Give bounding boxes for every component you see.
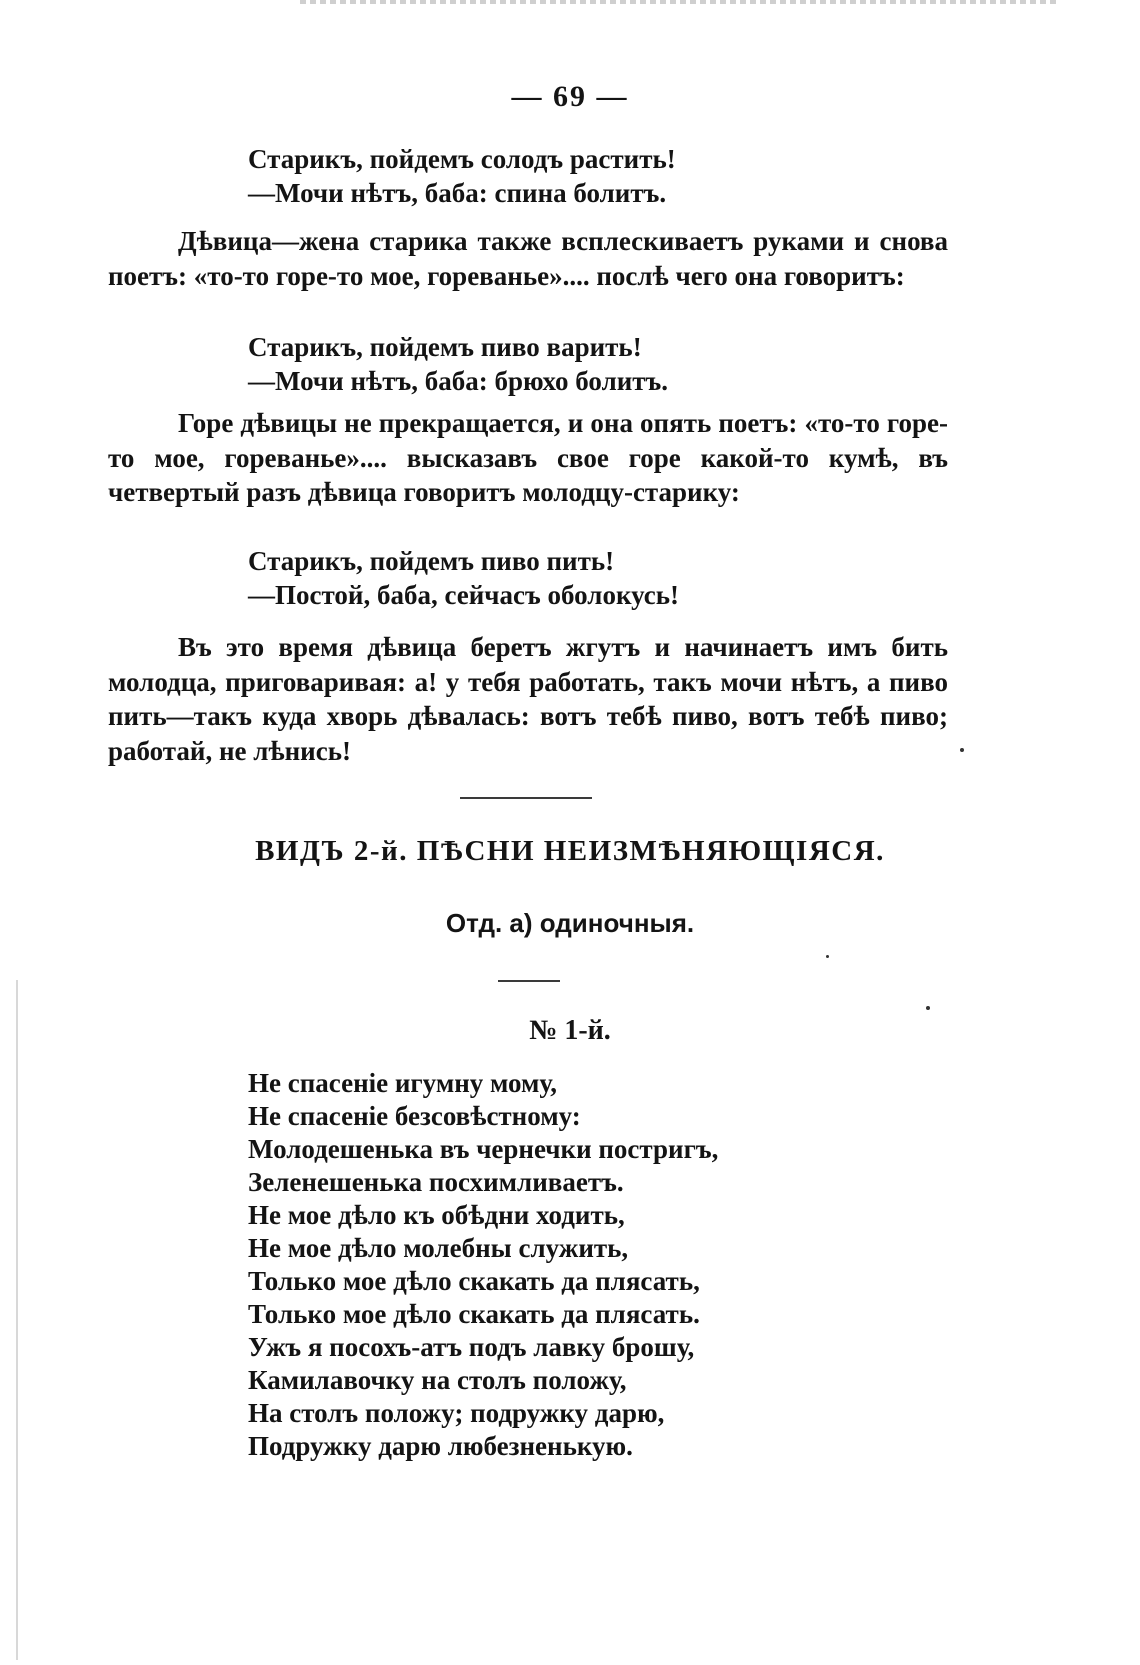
song-line: Подружку дарю любезненькую. bbox=[248, 1431, 633, 1461]
subsection-divider bbox=[498, 980, 560, 982]
song-line: Не мое дѣло къ обѣдни ходить, bbox=[248, 1200, 625, 1230]
subsection-title: Отд. а) одиночныя. bbox=[445, 908, 695, 938]
verse-line: —Мочи нѣтъ, баба: спина болитъ. bbox=[248, 178, 667, 208]
song-1-lyrics bbox=[248, 1067, 718, 1463]
page-number: — 69 — bbox=[511, 80, 629, 113]
verse-1 bbox=[248, 142, 676, 210]
verse-line: Старикъ, пойдемъ пиво варить! bbox=[248, 332, 642, 362]
verse-3 bbox=[248, 544, 679, 612]
song-line: Не спасеніе игумну мому, bbox=[248, 1068, 557, 1098]
verse-2 bbox=[248, 330, 668, 398]
song-line: Зеленешенька посхимливаетъ. bbox=[248, 1167, 624, 1197]
paragraph-1: Дѣвица—жена старика также всплескиваетъ руками и снова поетъ: «то-то горе-то мое, гореванье».... послѣ чего она говоритъ: bbox=[108, 226, 948, 291]
song-line: Только мое дѣло скакать да плясать. bbox=[248, 1299, 700, 1329]
section-title: ВИДЪ 2-й. ПѢСНИ НЕИЗМѢНЯЮЩІЯСЯ. bbox=[255, 835, 885, 867]
song-line: Только мое дѣло скакать да плясать, bbox=[248, 1266, 700, 1296]
verse-line: Старикъ, пойдемъ пиво пить! bbox=[248, 546, 615, 576]
song-line: Молодешенька въ чернечки постригъ, bbox=[248, 1134, 719, 1164]
verse-line: —Мочи нѣтъ, баба: брюхо болитъ. bbox=[248, 366, 669, 396]
scan-speck bbox=[960, 748, 964, 752]
section-divider bbox=[460, 797, 592, 799]
song-number: № 1-й. bbox=[529, 1015, 611, 1046]
song-line: На столъ положу; подружку дарю, bbox=[248, 1398, 665, 1428]
song-line: Не спасеніе безсовѣстному: bbox=[248, 1101, 581, 1131]
song-line: Не мое дѣло молебны служить, bbox=[248, 1233, 629, 1263]
paragraph-3: Въ это время дѣвица беретъ жгутъ и начинаетъ имъ бить молодца, приговаривая: а! у тебя работать, такъ мочи нѣтъ, а пиво пить—такъ куда хворь дѣвалась: вотъ тебѣ пиво, вотъ тебѣ пиво; работай, не лѣнись! bbox=[108, 632, 948, 766]
verse-line: Старикъ, пойдемъ солодъ растить! bbox=[248, 144, 676, 174]
verse-line: —Постой, баба, сейчасъ оболокусь! bbox=[248, 580, 680, 610]
scan-speck bbox=[826, 955, 829, 958]
paragraph-2: Горе дѣвицы не прекращается, и она опять поетъ: «то-то горе-то мое, гореванье».... высказавъ свое горе какой-то кумѣ, въ четвертый разъ дѣвица говоритъ молодцу-старику: bbox=[108, 408, 948, 507]
song-line: Камилавочку на столъ положу, bbox=[248, 1365, 627, 1395]
song-line: Ужъ я посохъ-атъ подъ лавку брошу, bbox=[248, 1332, 695, 1362]
scan-speck bbox=[926, 1006, 930, 1010]
